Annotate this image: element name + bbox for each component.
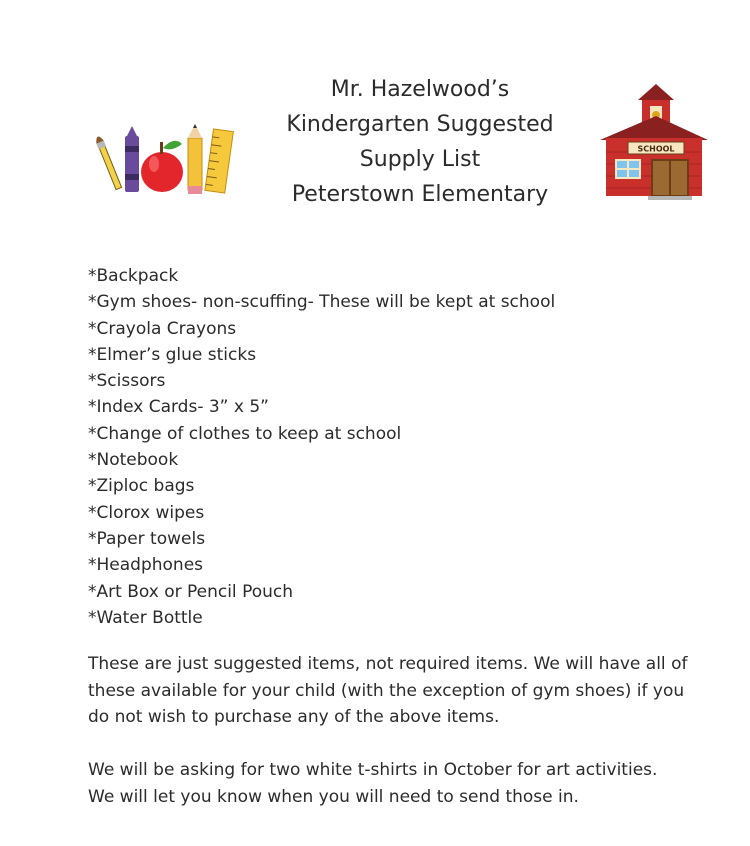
supply-item-scissors: *Scissors [88, 371, 166, 392]
supply-item-headphones: *Headphones [88, 555, 204, 576]
supply-item-glue-sticks: *Elmer’s glue sticks [88, 344, 257, 365]
supply-item-ziploc-bags: *Ziploc bags [88, 476, 195, 497]
title-line-4: Peterstown Elementary [291, 182, 549, 207]
school-supplies-icon [94, 124, 236, 196]
schoolhouse-sign-text: SCHOOL [637, 144, 675, 154]
supply-item-gym-shoes: *Gym shoes- non-scuffing- These will be kept at school [88, 292, 556, 313]
title-line-1: Mr. Hazelwood’s [330, 77, 510, 102]
supply-item-change-of-clothes: *Change of clothes to keep at school [88, 423, 402, 444]
supply-item-crayons: *Crayola Crayons [88, 318, 237, 339]
title-line-3: Supply List [359, 147, 481, 172]
supply-item-paper-towels: *Paper towels [88, 528, 206, 549]
supply-item-clorox-wipes: *Clorox wipes [88, 502, 205, 523]
title-line-2: Kindergarten Suggested [286, 112, 554, 137]
document-header [0, 72, 750, 212]
supply-item-water-bottle: *Water Bottle [88, 607, 203, 628]
supply-list [88, 263, 555, 631]
suggested-items-note: These are just suggested items, not required items. We will have all of these available for your child (with the exception of gym shoes) if you do not wish to purchase any of the above items. [88, 654, 688, 727]
supply-item-index-cards: *Index Cards- 3” x 5” [88, 397, 269, 418]
supply-item-backpack: *Backpack [88, 266, 179, 286]
t-shirts-note: We will be asking for two white t-shirts in October for art activities. We will let you know when you will need to send those in. [88, 760, 658, 807]
page-title [250, 72, 590, 212]
schoolhouse-icon [600, 78, 708, 202]
supply-item-notebook: *Notebook [88, 450, 179, 471]
supply-item-art-box: *Art Box or Pencil Pouch [88, 581, 294, 602]
